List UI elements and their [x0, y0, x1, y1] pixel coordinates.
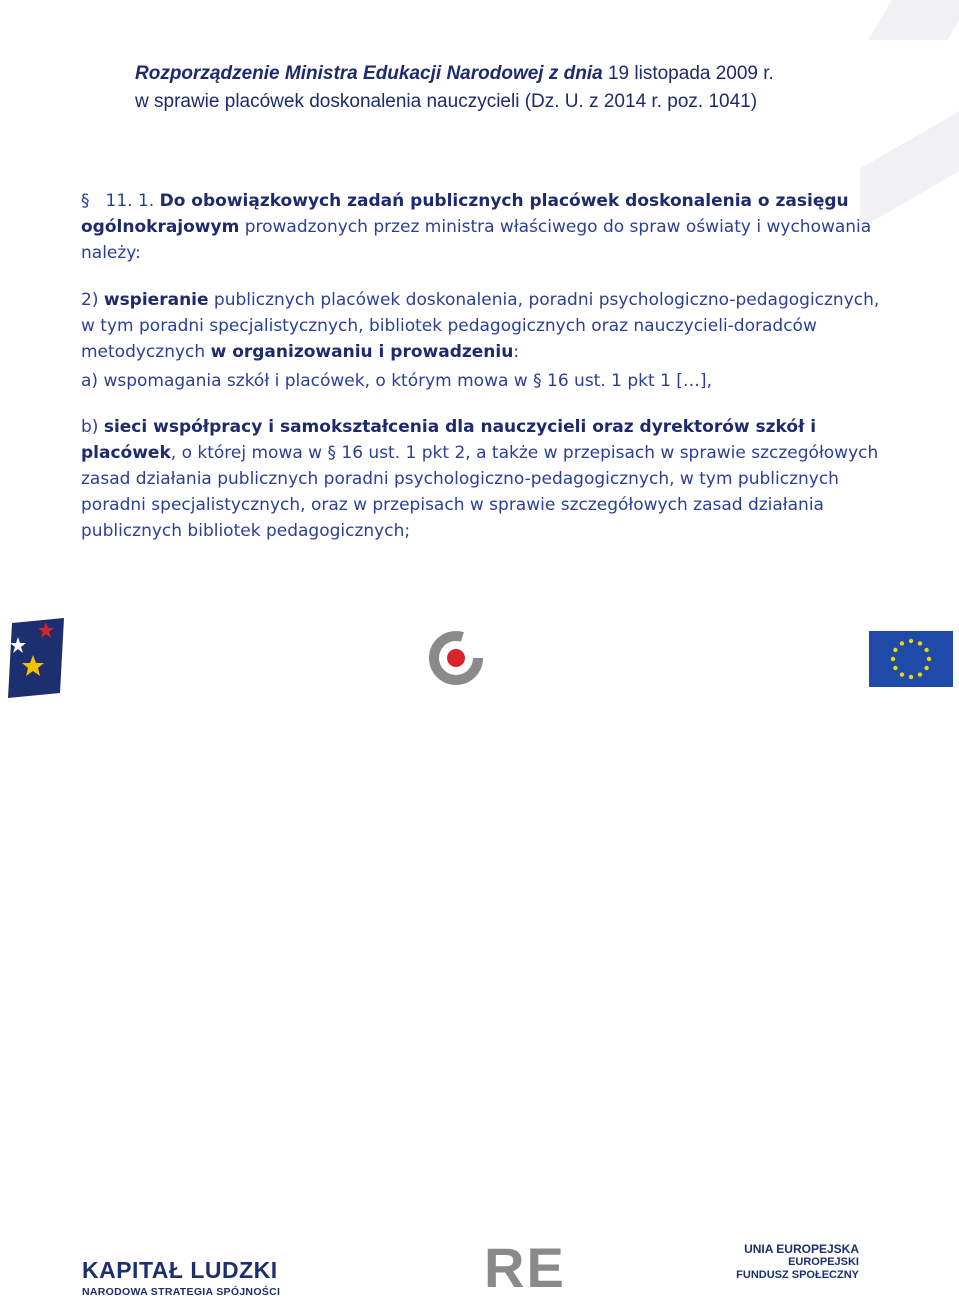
- eu-logo-text: [736, 1243, 859, 1282]
- point-a: a) wspomagania szkół i placówek, o którym mowa w § 16 ust. 1 pkt 1 […],: [81, 371, 712, 391]
- point-b-prefix: b): [81, 417, 104, 437]
- article-intro-text: prowadzonych przez ministra właściwego do spraw oświaty i wychowania należy:: [81, 217, 872, 263]
- eu-line-3: FUNDUSZ SPOŁECZNY: [736, 1269, 859, 1281]
- point-b-bold: sieci współpracy i samokształcenia dla nauczycieli oraz dyrektorów szkół i placówek: [81, 417, 817, 463]
- ore-logo-visible-letters: RE: [484, 1236, 566, 1299]
- ore-logo-text: [470, 1238, 566, 1298]
- point-2-prefix: 2): [81, 290, 104, 310]
- point-2-colon: :: [513, 342, 520, 362]
- eu-star: [909, 675, 913, 679]
- eu-star: [900, 641, 904, 645]
- point-2: [81, 287, 881, 365]
- point-b: [81, 414, 881, 544]
- article-number: 11. 1.: [105, 191, 155, 211]
- kapital-ludzki-subtitle: NARODOWA STRATEGIA SPÓJNOŚCI: [82, 1286, 281, 1298]
- eu-star: [893, 648, 897, 652]
- point-2-bold: wspieranie: [103, 290, 209, 310]
- eu-star: [918, 672, 922, 676]
- article-intro-bold: Do obowiązkowych zadań publicznych placówek doskonalenia o zasięgu ogólnokrajowym: [81, 191, 849, 237]
- eu-title: UNIA EUROPEJSKA: [744, 1242, 859, 1256]
- eu-star: [927, 657, 931, 661]
- eu-star: [909, 639, 913, 643]
- point-b-text: , o której mowa w § 16 ust. 1 pkt 2, a także w przepisach w sprawie szczegółowych zasad działania publicznych poradni psychologiczno-pedagogicznych, w tym publicznych poradni specjalistycznych, oraz w przepisach w sprawie szczegółowych zasad działania publicznych bibliotek pedagogicznych;: [81, 443, 879, 541]
- title-line-1: [135, 60, 895, 88]
- ore-logo-icon: [426, 628, 486, 688]
- kapital-ludzki-text: [82, 1257, 280, 1298]
- title-line-2: w sprawie placówek doskonalenia nauczycieli (Dz. U. z 2014 r. poz. 1041): [135, 91, 758, 112]
- article-intro: [81, 188, 881, 266]
- document-title: [135, 60, 895, 116]
- eu-flag-icon: [869, 631, 953, 687]
- section-sign: §: [81, 191, 90, 211]
- title-bold: Rozporządzenie Ministra Edukacji Narodowej z dnia: [135, 63, 603, 84]
- point-2-bold-2: w organizowaniu i prowadzeniu: [210, 342, 514, 362]
- eu-star: [918, 641, 922, 645]
- eu-star: [893, 666, 897, 670]
- eu-star: [924, 648, 928, 652]
- title-date: 19 listopada 2009 r.: [602, 63, 774, 84]
- eu-line-2: EUROPEJSKI: [788, 1256, 859, 1268]
- eu-star: [924, 666, 928, 670]
- background-shape-top: [868, 0, 959, 40]
- kapital-ludzki-logo-icon: [2, 618, 72, 698]
- kapital-ludzki-title: KAPITAŁ LUDZKI: [82, 1257, 278, 1283]
- eu-star: [891, 657, 895, 661]
- point-2-text: publicznych placówek doskonalenia, poradni psychologiczno-pedagogicznych, w tym poradni specjalistycznych, bibliotek pedagogicznych oraz nauczycieli-doradców metodycznych: [81, 290, 880, 362]
- eu-star: [900, 672, 904, 676]
- footer-logos: [0, 610, 959, 1299]
